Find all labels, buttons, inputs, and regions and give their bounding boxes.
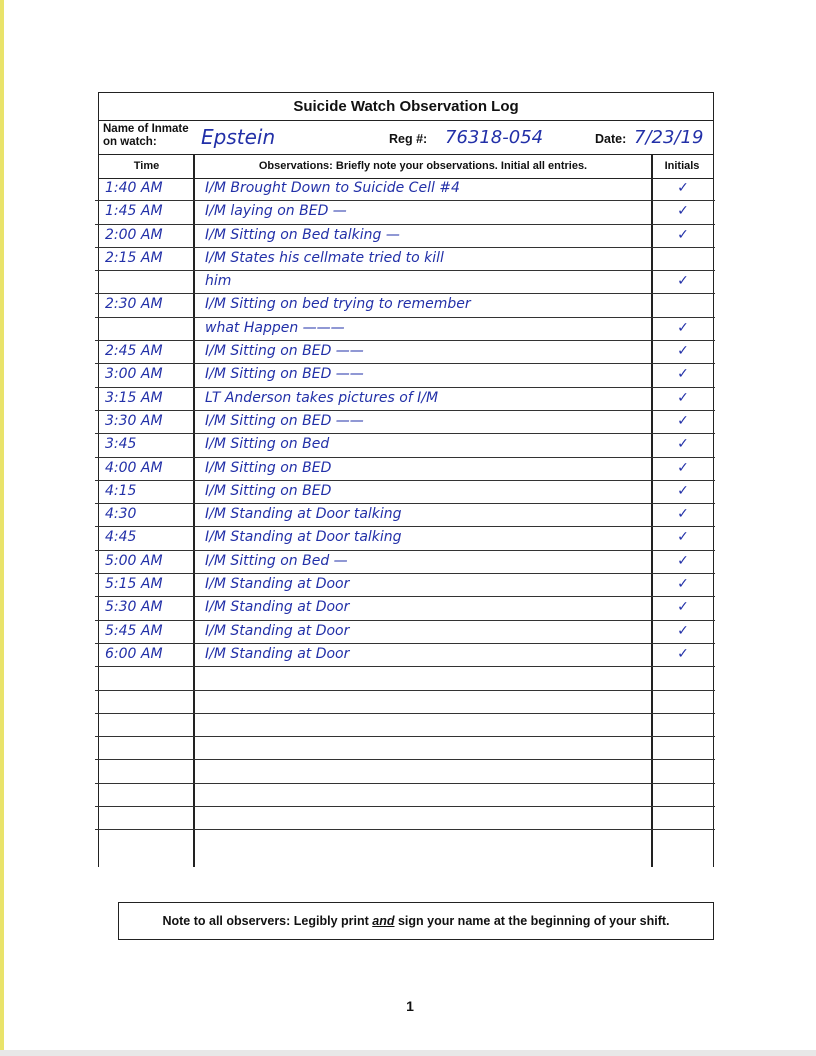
entry-observation: I/M Sitting on Bed — [205, 552, 348, 569]
entry-observation: I/M Standing at Door [205, 645, 350, 662]
entry-observation: him [205, 273, 232, 290]
entry-initials: ✓ [677, 459, 689, 476]
entry-initials: ✓ [677, 412, 689, 429]
log-row [99, 364, 713, 387]
entry-initials: ✓ [677, 366, 689, 383]
log-row [99, 667, 713, 690]
entry-initials: ✓ [677, 482, 689, 499]
log-row [99, 388, 713, 411]
entry-observation: LT Anderson takes pictures of I/M [205, 389, 439, 406]
entry-time: 3:45 [105, 436, 137, 453]
entry-observation: I/M Sitting on BED [205, 482, 332, 499]
log-row [99, 714, 713, 737]
entry-initials: ✓ [677, 576, 689, 593]
entry-initials: ✓ [677, 436, 689, 453]
entry-initials: ✓ [677, 180, 689, 196]
reg-label: Reg #: [389, 132, 428, 146]
entry-time: 2:00 AM [105, 226, 163, 243]
inmate-name-value: Epstein [201, 125, 276, 149]
log-row [99, 411, 713, 434]
entry-observation: I/M Sitting on BED [205, 459, 332, 476]
entry-observation: I/M States his cellmate tried to kill [205, 249, 444, 266]
date-value: 7/23/19 [634, 127, 704, 148]
entry-initials: ✓ [677, 273, 689, 290]
inmate-name-label: Name of Inmate on watch: [103, 123, 189, 148]
log-row [99, 807, 713, 830]
column-header-row [99, 155, 713, 179]
entry-initials: ✓ [677, 599, 689, 616]
log-row [99, 201, 713, 224]
log-row [99, 481, 713, 504]
log-row [99, 691, 713, 714]
entry-time: 6:00 AM [105, 645, 163, 662]
entry-time: 4:45 [105, 529, 137, 546]
entry-time: 2:15 AM [105, 249, 163, 266]
entry-observation: what Happen ——— [205, 319, 345, 336]
entry-time: 3:15 AM [105, 389, 163, 406]
entry-time: 5:15 AM [105, 576, 163, 593]
log-row [99, 784, 713, 807]
entry-observation: I/M Standing at Door talking [205, 529, 402, 546]
entry-time: 5:00 AM [105, 552, 163, 569]
entry-observation: I/M Sitting on Bed talking — [205, 226, 400, 243]
log-row [99, 737, 713, 760]
observer-note: Note to all observers: Legibly print and sign your name at the beginning of your shift. [118, 902, 714, 940]
paper-edge [0, 0, 4, 1056]
log-row [99, 574, 713, 597]
entry-observation: I/M Sitting on bed trying to remember [205, 296, 471, 313]
observation-log-form [98, 92, 714, 867]
log-row [99, 644, 713, 667]
entry-initials: ✓ [677, 343, 689, 360]
entry-time: 5:45 AM [105, 622, 163, 639]
entry-observation: I/M Brought Down to Suicide Cell #4 [205, 180, 460, 196]
entry-time: 4:30 [105, 506, 137, 523]
entry-initials: ✓ [677, 645, 689, 662]
entry-observation: I/M Sitting on BED —— [205, 366, 364, 383]
entry-observation: I/M Sitting on BED —— [205, 343, 364, 360]
entry-time: 5:30 AM [105, 599, 163, 616]
entry-initials: ✓ [677, 552, 689, 569]
log-row [99, 597, 713, 620]
entry-observation: I/M Sitting on Bed [205, 436, 330, 453]
entry-time: 1:40 AM [105, 180, 163, 196]
log-rows [99, 178, 713, 830]
log-row [99, 318, 713, 341]
log-row [99, 294, 713, 317]
log-row [99, 225, 713, 248]
log-row [99, 527, 713, 550]
entry-observation: I/M Standing at Door talking [205, 506, 402, 523]
entry-time: 3:30 AM [105, 412, 163, 429]
initials-column-header: Initials [664, 160, 700, 172]
entry-initials: ✓ [677, 622, 689, 639]
scan-shadow [0, 1050, 816, 1056]
entry-observation: I/M Standing at Door [205, 599, 350, 616]
entry-observation: I/M laying on BED — [205, 203, 347, 220]
date-label: Date: [595, 132, 627, 146]
log-row [99, 341, 713, 364]
entry-time: 3:00 AM [105, 366, 163, 383]
entry-time: 2:45 AM [105, 343, 163, 360]
page-number: 1 [406, 998, 414, 1014]
time-column-header: Time [133, 160, 160, 172]
entry-initials: ✓ [677, 226, 689, 243]
entry-initials: ✓ [677, 389, 689, 406]
entry-time: 2:30 AM [105, 296, 163, 313]
observations-column-header: Observations: Briefly note your observations. Initial all entries. [258, 160, 588, 172]
log-row [99, 434, 713, 457]
entry-initials: ✓ [677, 203, 689, 220]
log-row [99, 504, 713, 527]
log-row [99, 760, 713, 783]
entry-time: 1:45 AM [105, 203, 163, 220]
entry-initials: ✓ [677, 319, 689, 336]
note-emphasis: and [372, 914, 395, 928]
entry-observation: I/M Standing at Door [205, 622, 350, 639]
inmate-info-row [99, 121, 713, 155]
log-row [99, 178, 713, 201]
entry-observation: I/M Standing at Door [205, 576, 350, 593]
row-rule [95, 829, 715, 830]
entry-time: 4:15 [105, 482, 137, 499]
entry-initials: ✓ [677, 529, 689, 546]
entry-time: 4:00 AM [105, 459, 163, 476]
log-row [99, 551, 713, 574]
entry-observation: I/M Sitting on BED —— [205, 412, 364, 429]
log-row [99, 458, 713, 481]
reg-value: 76318-054 [445, 127, 544, 148]
log-row [99, 621, 713, 644]
form-title: Suicide Watch Observation Log [99, 93, 713, 121]
log-row [99, 248, 713, 271]
log-row [99, 271, 713, 294]
entry-initials: ✓ [677, 506, 689, 523]
